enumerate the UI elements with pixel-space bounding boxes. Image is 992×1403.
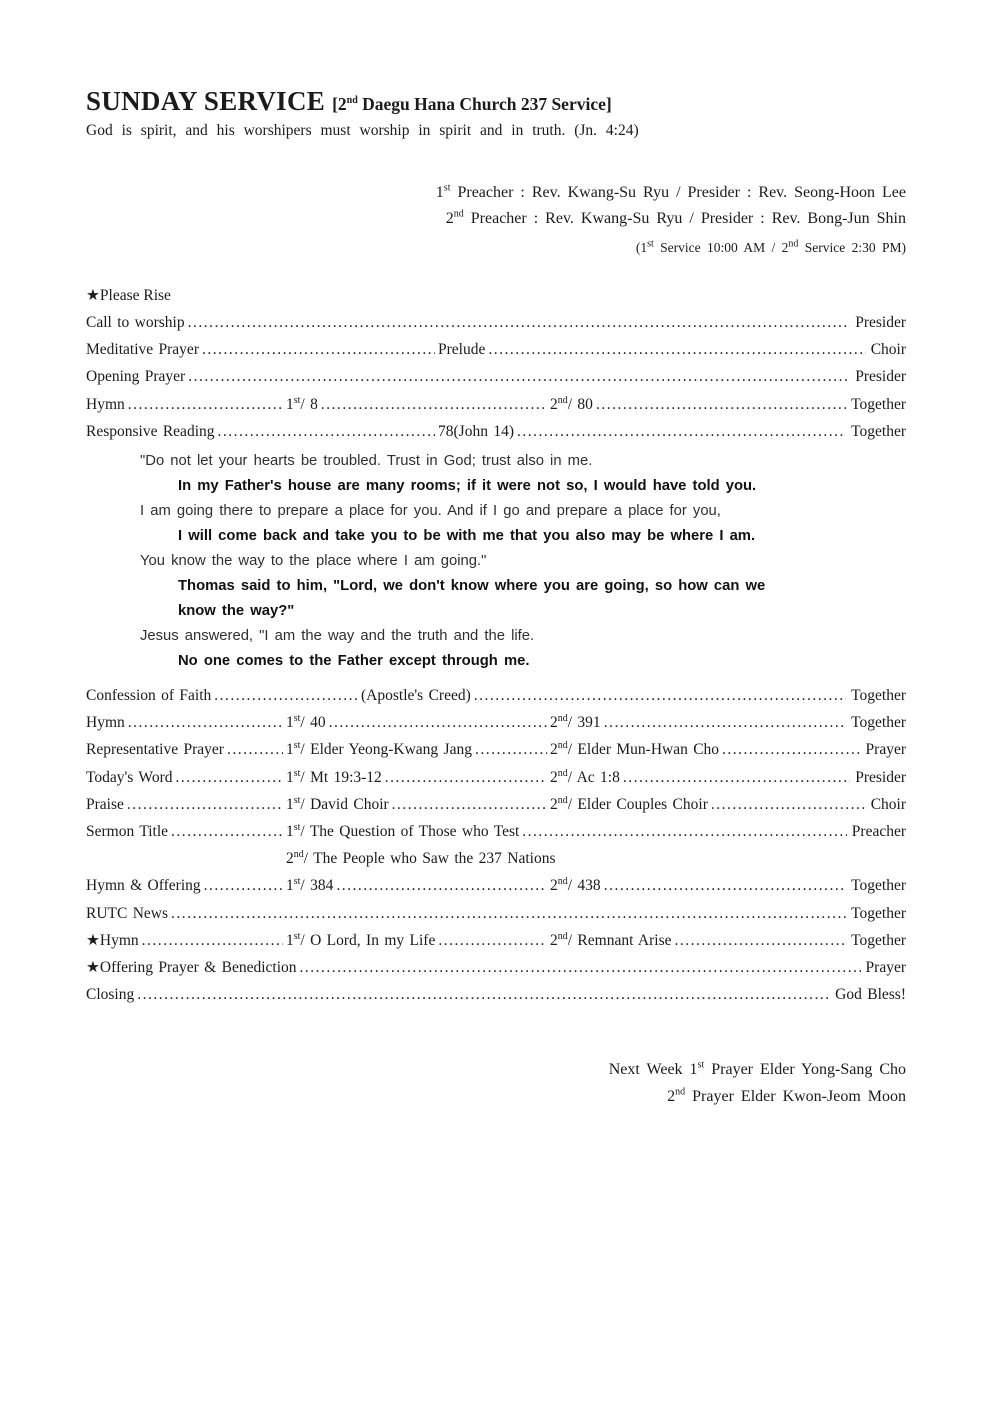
order-cell: [866, 954, 906, 981]
dot-leader: [176, 764, 284, 791]
preacher-line: 1st Preacher : Rev. Kwang-Su Ryu / Presider : Rev. Seong-Hoon Lee: [435, 182, 906, 201]
scripture-line: You know the way to the place where I am going.": [140, 553, 487, 570]
order-row: [86, 764, 906, 791]
order-cell-text: Together: [851, 687, 906, 705]
order-cell-text: Together: [851, 714, 906, 732]
order-row: [86, 900, 906, 927]
dot-leader: [188, 309, 851, 336]
dot-leader: [604, 709, 846, 736]
order-row: [86, 309, 906, 336]
order-cell-text: 2nd/ 80: [550, 394, 593, 413]
order-cell: [286, 818, 850, 845]
order-cell-text: Hymn: [86, 395, 125, 413]
order-cell-text: Together: [851, 395, 906, 413]
order-cell-text: 2nd/ Ac 1:8: [550, 767, 620, 786]
order-cell-text: 2nd/ Elder Couples Choir: [550, 794, 708, 813]
order-cell-text: 1st/ 8: [286, 394, 318, 413]
scripture-passage: [86, 449, 906, 674]
dot-leader: [336, 872, 547, 899]
order-cell-text: ★Hymn: [86, 931, 139, 949]
order-cell-text: Preacher: [851, 823, 906, 841]
order-cell-text: 1st/ Elder Yeong-Kwang Jang: [286, 740, 472, 759]
order-cell: [855, 764, 906, 791]
order-cell: [86, 682, 361, 709]
please-rise-note: ★Please Rise: [86, 287, 171, 304]
dot-leader: [474, 682, 846, 709]
dot-leader: [188, 363, 850, 390]
order-row: [86, 954, 906, 981]
order-row: [86, 927, 906, 954]
order-cell-text: 2nd/ Elder Mun-Hwan Cho: [550, 740, 720, 759]
order-cell: [286, 872, 550, 899]
dot-leader: [218, 418, 436, 445]
dot-leader: [711, 791, 866, 818]
order-cell-text: RUTC News: [86, 904, 169, 922]
scripture-line: No one comes to the Father except through me.: [178, 653, 530, 670]
scripture-line: Jesus answered, "I am the way and the truth and the life.: [140, 628, 535, 645]
dot-leader: [204, 872, 283, 899]
order-cell-text: Today's Word: [86, 768, 173, 786]
order-cell: [550, 736, 864, 763]
title-bracket: [2nd Daegu Hana Church 237 Service]: [332, 94, 612, 114]
order-cell: [86, 818, 286, 845]
order-cell: [855, 309, 906, 336]
order-cell: [866, 736, 906, 763]
order-cell-text: Confession of Faith: [86, 687, 212, 705]
order-cell: [550, 709, 849, 736]
order-cell: [871, 336, 906, 363]
order-cell-text: Choir: [870, 795, 906, 813]
dot-leader: [127, 791, 283, 818]
scripture-line: know the way?": [178, 603, 295, 620]
dot-leader: [385, 764, 547, 791]
order-of-service: [86, 309, 906, 1008]
order-row: [86, 981, 906, 1008]
order-cell: [550, 391, 849, 418]
order-cell: [286, 709, 550, 736]
order-cell-text: 1st/ The Question of Those who Test: [286, 821, 520, 841]
order-cell-text: Call to worship: [86, 314, 185, 331]
order-cell: [851, 927, 906, 954]
order-cell: [550, 764, 853, 791]
order-row: [86, 391, 906, 418]
order-cell-text: 1st/ David Choir: [286, 794, 389, 813]
dot-leader: [488, 336, 865, 363]
order-cell-text: Sermon Title: [86, 823, 169, 841]
order-cell-text: Hymn: [86, 714, 125, 732]
order-row: [86, 418, 906, 445]
next-week-line: 2nd Prayer Elder Kwon-Jeom Moon: [667, 1087, 906, 1106]
order-cell-text: 2nd/ 438: [550, 876, 601, 895]
dot-leader: [128, 391, 283, 418]
order-cell: [86, 336, 438, 363]
order-cell: [851, 682, 906, 709]
preacher-lines: [86, 180, 906, 232]
order-cell-text: Together: [851, 904, 906, 922]
order-cell-text: Presider: [855, 368, 906, 386]
order-cell: [851, 900, 906, 927]
dot-leader: [475, 736, 547, 763]
order-cell: [86, 418, 438, 445]
order-cell: [855, 363, 906, 390]
order-row: [86, 363, 906, 390]
order-cell: [286, 736, 550, 763]
order-cell: [852, 818, 906, 845]
dot-leader: [137, 981, 830, 1008]
order-cell-text: Presider: [855, 314, 906, 331]
scripture-line: I will come back and take you to be with me that you also may be where I am.: [178, 528, 756, 545]
order-cell: [86, 709, 286, 736]
order-cell: [550, 872, 849, 899]
order-cell: [286, 791, 550, 818]
dot-leader: [214, 682, 358, 709]
order-cell: [871, 791, 906, 818]
order-cell-text: ★Offering Prayer & Benediction: [86, 959, 297, 977]
order-cell: [361, 682, 849, 709]
order-row: [86, 818, 906, 845]
order-cell: [851, 872, 906, 899]
order-cell-text: Prayer: [865, 741, 906, 759]
order-cell: [86, 872, 286, 899]
order-cell: [851, 391, 906, 418]
scripture-line: "Do not let your hearts be troubled. Trust in God; trust also in me.: [140, 453, 593, 470]
dot-leader: [329, 709, 547, 736]
order-cell-text: Meditative Prayer: [86, 341, 199, 359]
dot-leader: [596, 391, 846, 418]
order-cell: [86, 927, 286, 954]
order-cell-text: 2nd/ 391: [550, 713, 601, 732]
next-week-block: [86, 1056, 906, 1110]
order-cell-text: Prayer: [865, 959, 906, 977]
dot-leader: [321, 391, 547, 418]
order-cell-text: Together: [851, 877, 906, 895]
order-cell-text: (Apostle's Creed): [361, 687, 471, 705]
order-cell: [86, 900, 849, 927]
order-cell-text: Closing: [86, 986, 135, 1004]
order-cell: [851, 709, 906, 736]
order-cell: [550, 927, 849, 954]
subtitle-verse: God is spirit, and his worshipers must worship in spirit and in truth. (Jn. 4:24): [86, 122, 639, 139]
order-row-continuation: 2nd/ The People who Saw the 237 Nations: [286, 849, 556, 868]
dot-leader: [522, 818, 846, 845]
dot-leader: [142, 927, 283, 954]
order-cell: [86, 363, 853, 390]
order-row: [86, 872, 906, 899]
title-text: SUNDAY SERVICE: [86, 86, 326, 116]
dot-leader: [392, 791, 547, 818]
dot-leader: [623, 764, 850, 791]
scripture-line: In my Father's house are many rooms; if it were not so, I would have told you.: [178, 478, 757, 495]
order-cell-text: Prelude: [438, 341, 486, 359]
order-row: [86, 736, 906, 763]
order-cell: [851, 418, 906, 445]
order-cell: [86, 736, 286, 763]
order-cell-text: Choir: [870, 341, 906, 359]
preacher-block: [86, 180, 906, 261]
dot-leader: [171, 900, 846, 927]
preacher-line: 2nd Preacher : Rev. Kwang-Su Ryu / Presider : Rev. Bong-Jun Shin: [445, 208, 906, 227]
order-cell: [286, 391, 550, 418]
scripture-line: I am going there to prepare a place for you. And if I go and prepare a place for you,: [140, 503, 721, 520]
order-cell: [86, 954, 864, 981]
order-cell-text: Together: [851, 931, 906, 949]
dot-leader: [722, 736, 861, 763]
order-cell-text: 1st/ 40: [286, 713, 326, 732]
dot-leader: [438, 927, 547, 954]
order-cell: [286, 764, 550, 791]
order-cell-text: Opening Prayer: [86, 368, 186, 386]
dot-leader: [300, 954, 861, 981]
order-row: [86, 336, 906, 363]
order-cell: [438, 418, 849, 445]
order-cell-text: 2nd/ Remnant Arise: [550, 930, 672, 949]
page-title: [86, 86, 906, 117]
order-cell: [86, 981, 833, 1008]
dot-leader: [517, 418, 846, 445]
order-row: [86, 709, 906, 736]
order-row: [86, 791, 906, 818]
order-cell-text: 78(John 14): [438, 422, 514, 440]
order-cell-text: Presider: [855, 768, 906, 786]
order-cell-text: 1st/ 384: [286, 876, 334, 895]
order-cell: [86, 791, 286, 818]
dot-leader: [604, 872, 846, 899]
order-cell-text: Responsive Reading: [86, 422, 215, 440]
order-cell: [86, 764, 286, 791]
scripture-line: Thomas said to him, "Lord, we don't know where you are going, so how can we: [178, 578, 766, 595]
service-times: (1st Service 10:00 AM / 2nd Service 2:30 PM): [635, 238, 906, 255]
order-cell-text: Hymn & Offering: [86, 877, 201, 895]
order-cell: [86, 309, 853, 336]
dot-leader: [227, 736, 283, 763]
next-week-line: Next Week 1st Prayer Elder Yong-Sang Cho: [608, 1060, 906, 1079]
order-cell: [286, 927, 550, 954]
order-cell: [86, 391, 286, 418]
order-cell-text: Praise: [86, 795, 124, 813]
order-cell-text: Together: [851, 422, 906, 440]
dot-leader: [675, 927, 847, 954]
order-cell-text: Representative Prayer: [86, 741, 224, 759]
order-cell-text: God Bless!: [835, 986, 906, 1004]
order-row: [86, 682, 906, 709]
order-cell: [438, 336, 869, 363]
order-cell-text: 1st/ Mt 19:3-12: [286, 767, 382, 786]
order-cell-text: 1st/ O Lord, In my Life: [286, 930, 436, 949]
order-cell: [835, 981, 906, 1008]
dot-leader: [128, 709, 283, 736]
dot-leader: [202, 336, 435, 363]
order-cell: [550, 791, 869, 818]
dot-leader: [171, 818, 283, 845]
